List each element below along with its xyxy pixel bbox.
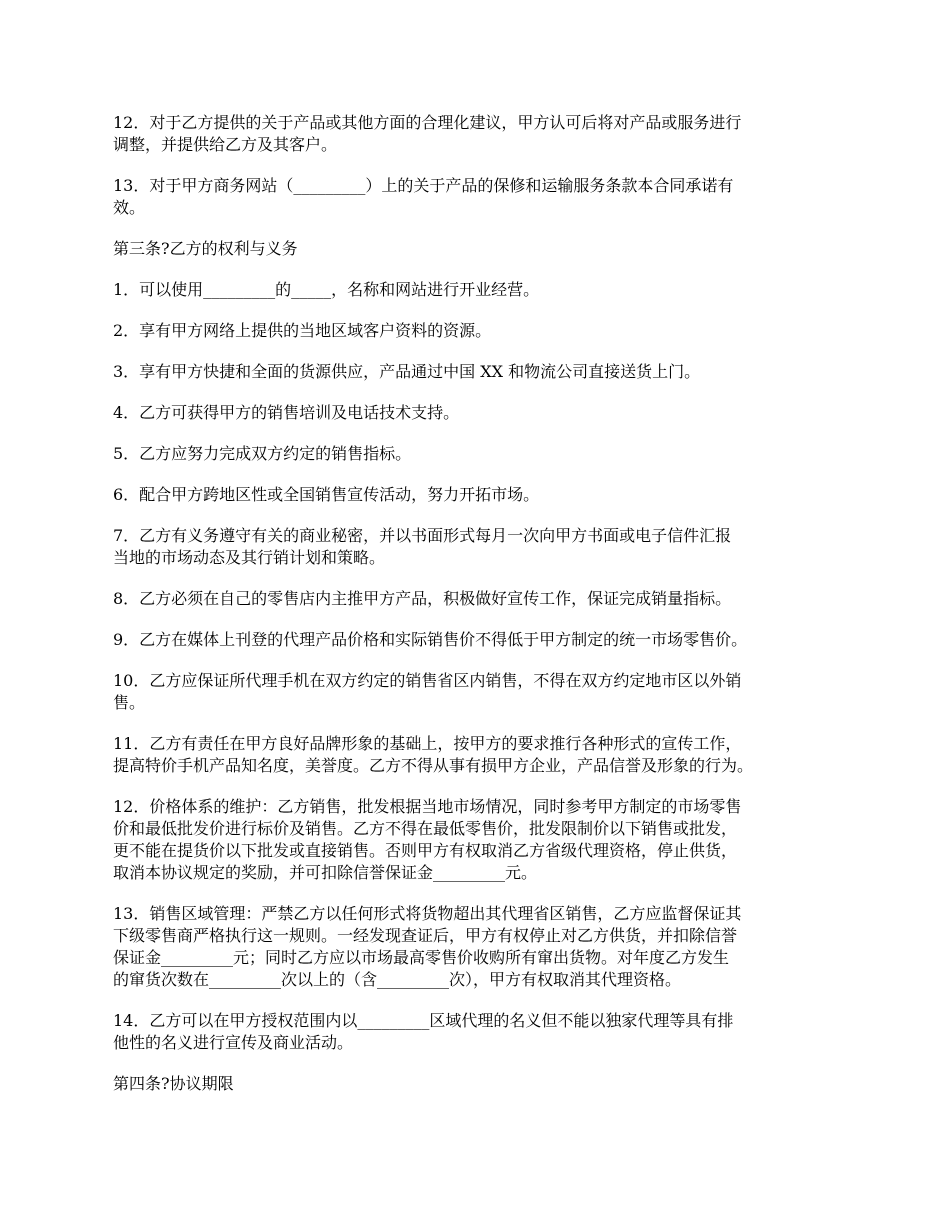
clause-2-12: 12．对于乙方提供的关于产品或其他方面的合理化建议，甲方认可后将对产品或服务进行 调整，并提供给乙方及其客户。 [113, 113, 742, 154]
clause-3-2: 2．享有甲方网络上提供的当地区域客户资料的资源。 [113, 321, 492, 340]
clause-3-7: 7．乙方有义务遵守有关的商业秘密，并以书面形式每月一次向甲方书面或电子信件汇报 当地的市场动态及其行销计划和策略。 [113, 526, 732, 567]
clause-3-12: 12．价格体系的维护：乙方销售，批发根据当地市场情况，同时参考甲方制定的市场零售 价和最低批发价进行标价及销售。乙方不得在最低零售价，批发限制价以下销售或批发， 更不能在提货价以下批发或直接销售。否则甲方有权取消乙方省级代理资格，停止供货， 取消本协议规定的奖励，并可扣除信誉保证金_________元。 [113, 797, 742, 882]
document-body [113, 112, 853, 1114]
clause-3-3: 3．享有甲方快捷和全面的货源供应，产品通过中国 XX 和物流公司直接送货上门。 [113, 362, 701, 381]
section-heading-article-4: 第四条?协议期限 [113, 1074, 234, 1093]
clause-3-1: 1．可以使用_________的_____，名称和网站进行开业经营。 [113, 280, 540, 299]
clause-2-13: 13．对于甲方商务网站（_________）上的关于产品的保修和运输服务条款本合同承诺有 效。 [113, 176, 734, 217]
section-heading-article-3: 第三条?乙方的权利与义务 [113, 239, 298, 258]
clause-3-10: 10．乙方应保证所代理手机在双方约定的销售省区内销售，不得在双方约定地市区以外销 售。 [113, 671, 742, 712]
clause-3-9: 9．乙方在媒体上刊登的代理产品价格和实际销售价不得低于甲方制定的统一市场零售价。 [113, 630, 748, 649]
clause-3-6: 6．配合甲方跨地区性或全国销售宣传活动，努力开拓市场。 [113, 485, 540, 504]
clause-3-8: 8．乙方必须在自己的零售店内主推甲方产品，积极做好宣传工作，保证完成销量指标。 [113, 589, 732, 608]
clause-3-14: 14．乙方可以在甲方授权范围内以_________区域代理的名义但不能以独家代理等具有排 他性的名义进行宣传及商业活动。 [113, 1011, 734, 1052]
clause-3-13: 13．销售区域管理：严禁乙方以任何形式将货物超出其代理省区销售，乙方应监督保证其 下级零售商严格执行这一规则。一经发现查证后，甲方有权停止对乙方供货，并扣除信誉 保证金_________元；同时乙方应以市场最高零售价收购所有窜出货物。对年度乙方发生 的窜货次数在_________次以上的（含_________次），甲方有权取消其代理资格。 [113, 904, 742, 989]
clause-3-4: 4．乙方可获得甲方的销售培训及电话技术支持。 [113, 403, 460, 422]
clause-3-5: 5．乙方应努力完成双方约定的销售指标。 [113, 444, 412, 463]
clause-3-11: 11．乙方有责任在甲方良好品牌形象的基础上，按甲方的要求推行各种形式的宣传工作， 提高特价手机产品知名度，美誉度。乙方不得从事有损甲方企业，产品信誉及形象的行为。 [113, 734, 754, 775]
